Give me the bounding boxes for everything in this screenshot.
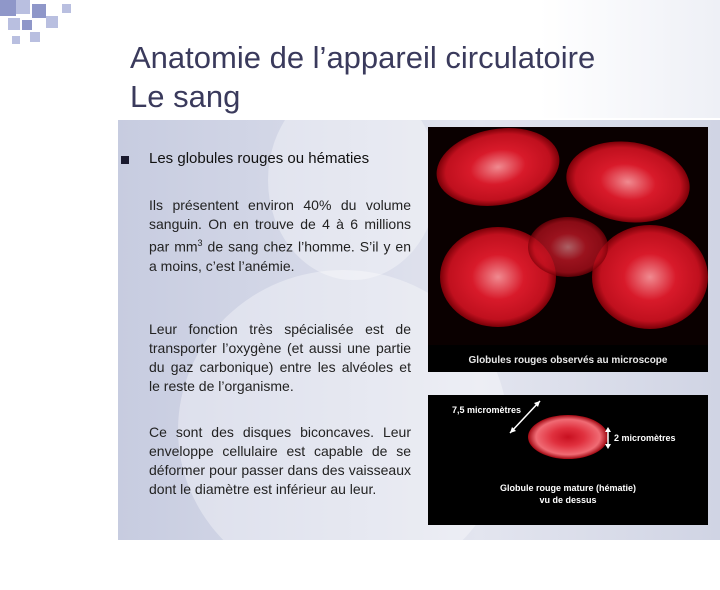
width-label: 7,5 micromètres [452, 405, 522, 415]
diagram-caption-line-1: Globule rouge mature (hématie) [499, 483, 637, 493]
micrograph-image [428, 127, 708, 372]
thickness-label: 2 micromètres [614, 433, 676, 443]
paragraph-quantity [149, 196, 411, 276]
p1-superscript: 3 [197, 238, 203, 248]
bullet-marker [121, 156, 129, 164]
p1-text: Ils présentent environ 40% du volume sanguin. On en trouve de 4 à 6 millions par mm [149, 197, 411, 255]
paragraph-function: Leur fonction très spécialisée est de transporter l’oxygène (et aussi une partie du gaz carbonique) entre les alvéoles et le reste de l’organisme. [149, 321, 411, 394]
red-cells-illustration [428, 127, 708, 372]
title-line-2: Le sang [130, 79, 241, 114]
micrograph-caption: Globules rouges observés au microscope [468, 355, 668, 366]
title-line-1: Anatomie de l’appareil circulatoire [130, 40, 596, 75]
p1-text-end: de sang chez l’homme. S’il y en a moins, c’est l’anémie. [149, 238, 411, 274]
bullet-heading: Les globules rouges ou hématies [149, 150, 370, 167]
cell-diagram-image [428, 395, 708, 525]
paragraph-shape: Ce sont des disques biconcaves. Leur enveloppe cellulaire est capable de se déformer pour passer dans des vaisseaux dont le diamètre est inférieur au leur. [149, 424, 411, 497]
diagram-caption-line-2: vu de dessus [539, 495, 597, 505]
